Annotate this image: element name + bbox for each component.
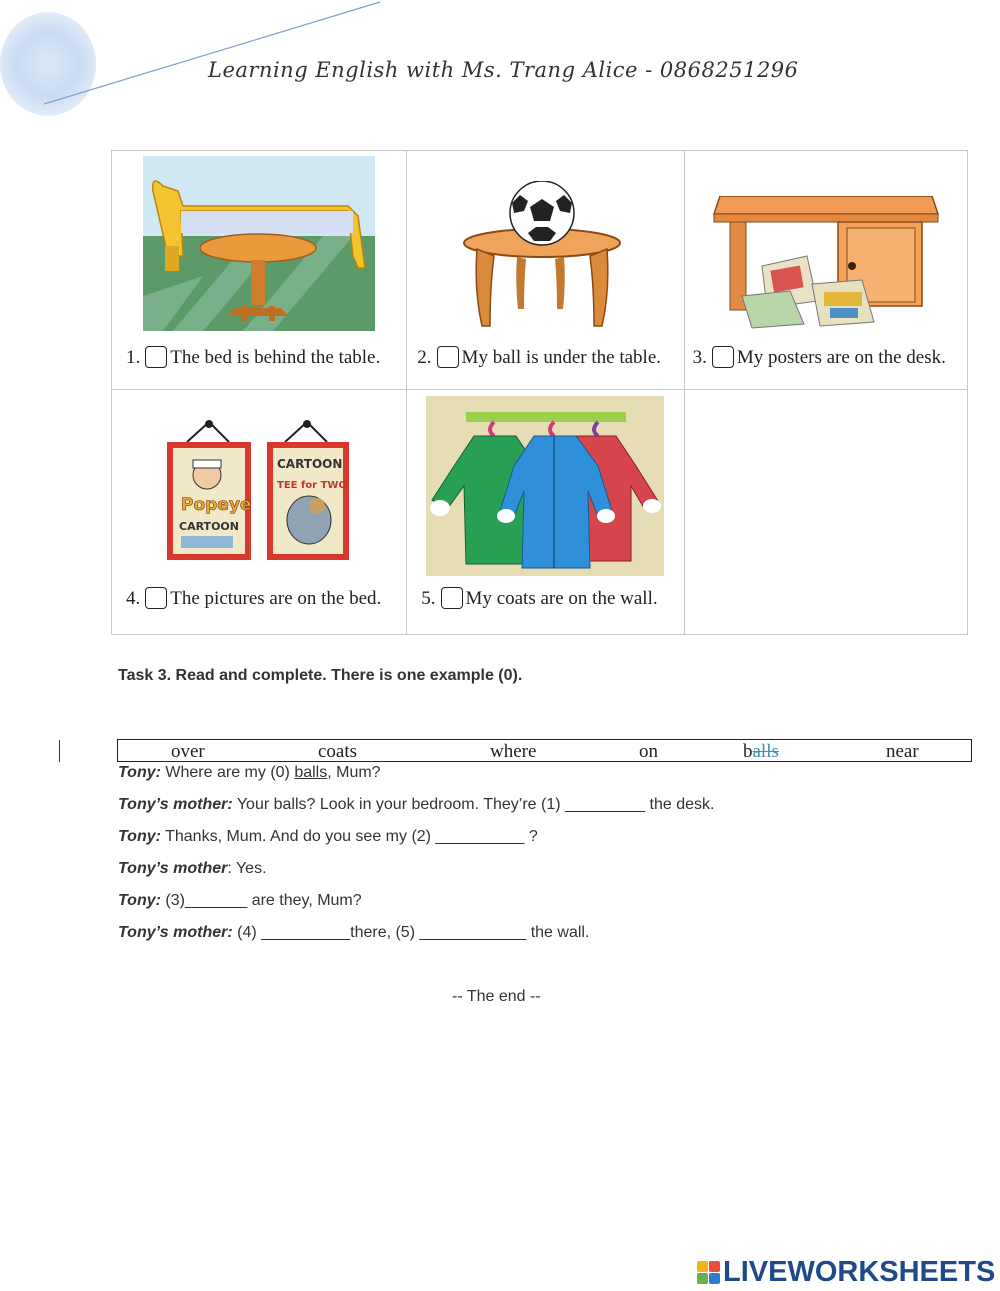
coats-on-hooks-picture xyxy=(426,396,664,576)
item-number: 5. xyxy=(421,588,436,609)
the-end-text: -- The end -- xyxy=(452,988,541,1005)
picture-grid xyxy=(111,150,968,635)
example-answer: balls xyxy=(294,764,328,781)
word-bank-item: near xyxy=(886,741,919,762)
poster-left-bottom-text: CARTOON xyxy=(179,520,239,533)
decorative-line xyxy=(0,0,400,110)
item-sentence: My ball is under the table. xyxy=(461,347,662,368)
dialogue-line-5 xyxy=(118,892,362,910)
poster-left-top-text: Popeye xyxy=(181,495,252,515)
item-number: 1. xyxy=(126,347,141,368)
line-text[interactable]: (4) __________there, (5) ____________ the wall. xyxy=(232,924,590,941)
crossed-word-first: b xyxy=(743,741,753,762)
poster-right-top-text: CARTOON xyxy=(277,457,343,471)
line-text[interactable]: Your balls? Look in your bedroom. They’re (1) _________ the desk. xyxy=(232,796,715,813)
bed-and-table-picture xyxy=(143,156,375,331)
grid-cell-1 xyxy=(112,151,407,390)
speaker: Tony’s mother: xyxy=(118,796,233,813)
line-text[interactable]: Thanks, Mum. And do you see my (2) __________ ? xyxy=(160,828,538,845)
item-number: 4. xyxy=(126,588,141,609)
logo-text: LIVEWORKSHEETS xyxy=(723,1256,996,1288)
word-bank-item: on xyxy=(639,741,658,762)
answer-checkbox-2[interactable] xyxy=(437,346,459,368)
desk-with-posters-picture xyxy=(712,196,940,331)
item-number: 2. xyxy=(417,347,432,368)
word-bank-item: where xyxy=(490,741,537,762)
grid-cell-2 xyxy=(407,151,684,390)
dialogue-line-6 xyxy=(118,924,589,942)
line-text: : Yes. xyxy=(227,860,267,877)
caption-1 xyxy=(126,347,380,369)
caption-5 xyxy=(421,588,657,610)
caption-3 xyxy=(693,347,946,369)
dialogue-line-3 xyxy=(118,828,538,846)
logo-tiles-icon xyxy=(697,1261,720,1284)
dialogue-line-2 xyxy=(118,796,714,814)
item-sentence: The pictures are on the bed. xyxy=(170,588,382,609)
crossed-word-rest: alls xyxy=(752,741,779,762)
speaker: Tony: xyxy=(118,828,161,845)
answer-checkbox-5[interactable] xyxy=(441,587,463,609)
caption-2 xyxy=(417,347,661,369)
header-title: Learning English with Ms. Trang Alice - 0868251296 xyxy=(208,58,799,82)
grid-cell-empty xyxy=(684,390,967,635)
grid-cell-4 xyxy=(112,390,407,635)
task-3-title: Task 3. Read and complete. There is one example (0). xyxy=(118,667,523,684)
word-bank-item: over xyxy=(171,741,205,762)
poster-right-middle-text: TEE for TWO xyxy=(277,480,347,491)
item-sentence: My coats are on the wall. xyxy=(465,588,658,609)
item-sentence: The bed is behind the table. xyxy=(170,347,381,368)
speaker: Tony: xyxy=(118,892,161,909)
grid-cell-5 xyxy=(407,390,684,635)
liveworksheets-logo[interactable] xyxy=(697,1256,995,1289)
dialogue-line-4 xyxy=(118,860,267,878)
line-text: , Mum? xyxy=(327,764,381,781)
answer-checkbox-4[interactable] xyxy=(145,587,167,609)
text-cursor xyxy=(59,740,60,762)
answer-checkbox-3[interactable] xyxy=(712,346,734,368)
word-bank xyxy=(117,739,972,762)
speaker: Tony’s mother: xyxy=(118,924,233,941)
ball-on-table-picture xyxy=(462,181,632,331)
word-bank-item: coats xyxy=(318,741,358,762)
answer-checkbox-1[interactable] xyxy=(145,346,167,368)
line-text: Where are my (0) xyxy=(160,764,295,781)
line-text[interactable]: (3)_______ are they, Mum? xyxy=(160,892,362,909)
cartoon-pictures-picture xyxy=(167,420,352,560)
speaker: Tony’s mother xyxy=(118,860,228,877)
item-number: 3. xyxy=(692,347,707,368)
word-bank-crossed-item xyxy=(743,741,779,763)
item-sentence: My posters are on the desk. xyxy=(736,347,946,368)
caption-4 xyxy=(126,588,381,610)
dialogue-line-1 xyxy=(118,764,381,782)
speaker: Tony: xyxy=(118,764,161,781)
grid-cell-3 xyxy=(684,151,967,390)
